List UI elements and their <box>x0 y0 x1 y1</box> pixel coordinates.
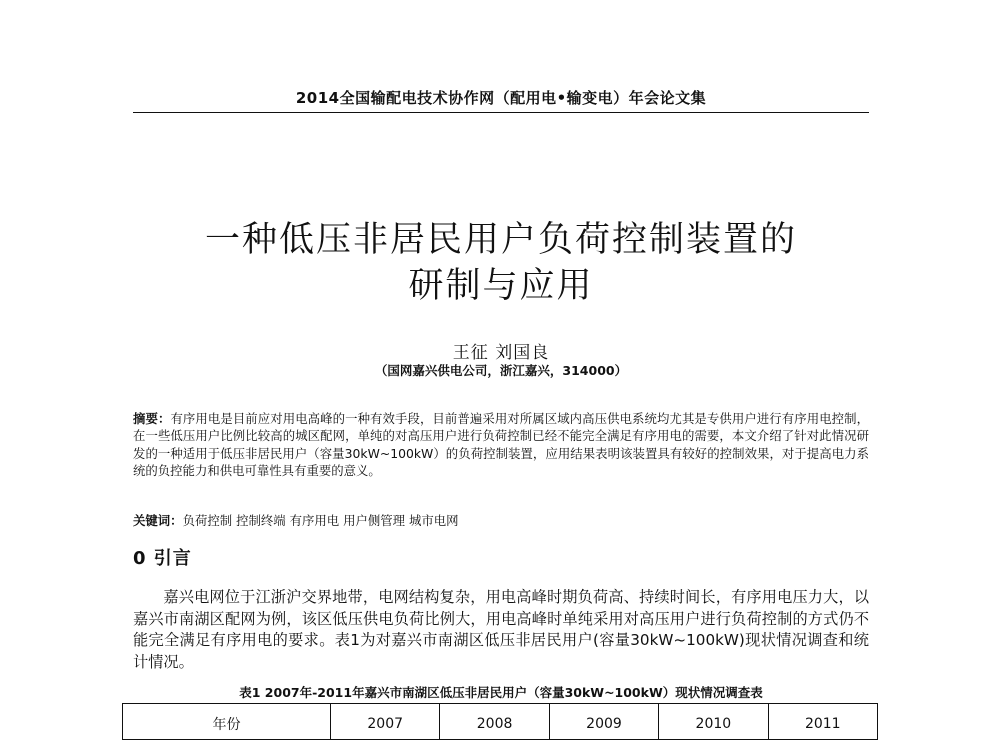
table-container <box>122 703 878 743</box>
author-affiliation: （国网嘉兴供电公司，浙江嘉兴，314000） <box>374 363 628 378</box>
paper-title-line-1: 一种低压非居民用户负荷控制装置的 <box>204 220 797 260</box>
table-header-cell: 2007 <box>331 704 440 740</box>
table-caption: 表1 2007年-2011年嘉兴市南湖区低压非居民用户（容量30kW~100kW）现状情况调查表 <box>239 685 763 700</box>
abstract-label: 摘要： <box>133 411 171 426</box>
survey-table <box>122 703 878 740</box>
paper-authors: 王征 刘国良 <box>452 343 550 363</box>
table-header-cell: 2008 <box>440 704 549 740</box>
header-divider <box>133 112 869 113</box>
table-header-cell: 年份 <box>123 704 331 740</box>
paper-title-line-2: 研制与应用 <box>408 266 594 306</box>
keywords-label: 关键词： <box>133 513 183 528</box>
table-header-row <box>123 704 878 740</box>
proceedings-header: 2014全国输配电技术协作网（配用电•输变电）年会论文集 <box>295 89 707 107</box>
abstract-text: 有序用电是目前应对用电高峰的一种有效手段，目前普遍采用对所属区域内高压供电系统均尤其是专供用户进行有序用电控制，在一些低压用户比例比较高的城区配网，单纯的对高压用户进行负荷控制已经不能完全满足有序用电的需要，本文介绍了针对此情况研发的一种适用于低压非居民用户（容量30kW~100kW）的负荷控制装置，应用结果表明该装置具有较好的控制效果，对于提高电力系统的负控能力和供电可靠性具有重要的意义。 <box>133 411 870 478</box>
intro-paragraph: 嘉兴电网位于江浙沪交界地带，电网结构复杂，用电高峰时期负荷高、持续时间长，有序用电压力大，以嘉兴市南湖区配网为例，该区低压供电负荷比例大，用电高峰时单纯采用对高压用户进行负荷控制的方式仍不能完全满足有序用电的要求。表1为对嘉兴市南湖区低压非居民用户(容量30kW~100kW)现状情况调查和统计情况。 <box>133 588 869 671</box>
keywords <box>133 512 869 529</box>
table-header-cell: 2009 <box>549 704 658 740</box>
section-heading: 0 引言 <box>133 548 192 569</box>
keywords-text: 负荷控制 控制终端 有序用电 用户侧管理 城市电网 <box>182 513 459 528</box>
abstract <box>133 410 869 479</box>
table-header-cell: 2010 <box>659 704 768 740</box>
table-header-cell: 2011 <box>768 704 877 740</box>
